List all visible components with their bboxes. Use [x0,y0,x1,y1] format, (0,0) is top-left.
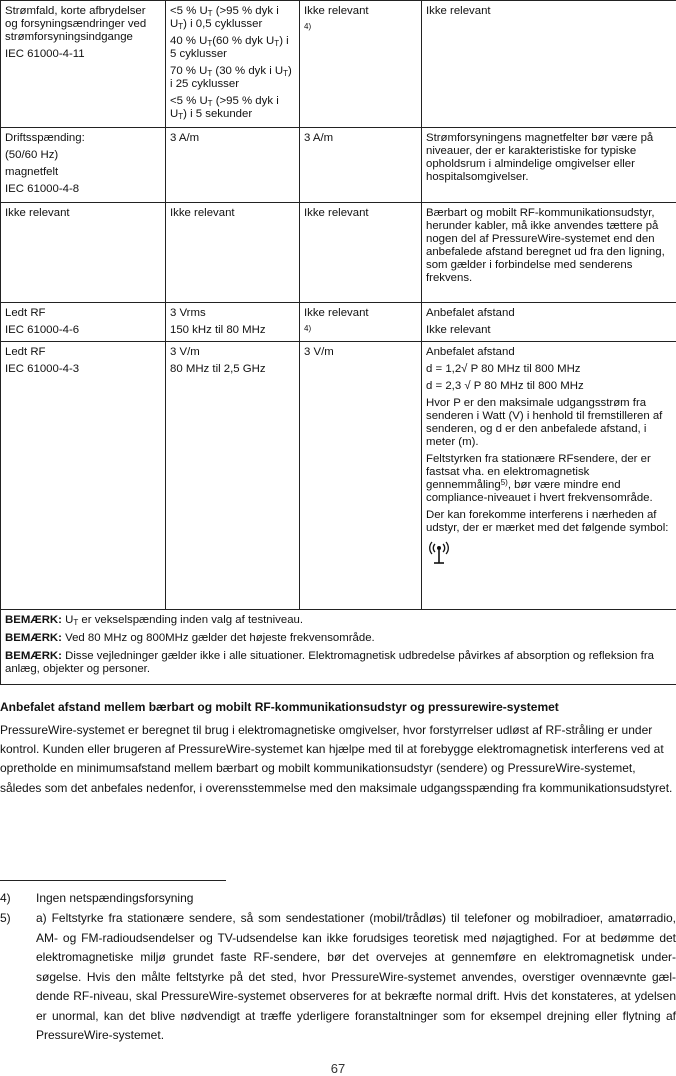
non-ionizing-radiation-icon [426,541,452,569]
footnote-ref: 5) [501,478,508,487]
table-row [1,303,676,342]
footnote-5: 5) a) Feltstyrke fra stationære sendere, så som sendestationer (mobil/trådløs) til telefoner og mobilradioer, amatørradio, AM- og FM-radioudsendelser og TV-udsendelse kan ikke forudsiges teoretisk med nøjagtighed. For at bedømme det elektromagnetiske miljø grundet faste RF-sendere, bør det overvejes at gennemføre en elektromagnetisk under-søgelse. Hvis den målte feltstyrke på det sted, hvor PressureWire-systemet anvendes, overstiger ovennævnte gæl-dende RF-niveau, skal PressureWire-systemet observeres for at bekræfte normal drift. Hvis det konstateres, at ydelsen er unormal, kan det blive nødvendigt at træffe yderligere foranstaltninger som for eksempel drejning eller flytning af PressureWire-systemet. [0,909,676,1046]
table-row [1,203,676,303]
compliance-cell: Ikke relevant 4) [300,303,422,342]
test-level-cell: 3 V/m 80 MHz til 2,5 GHz [166,342,300,610]
table-row [1,128,676,203]
footnote-divider [0,880,226,881]
guidance-cell: Anbefalet afstand Ikke relevant [422,303,676,342]
footnote-ref: 4) [304,324,417,334]
notes-row [1,610,676,685]
compliance-cell: 3 V/m [300,342,422,610]
notes-cell [1,610,676,685]
note: BEMÆRK: $U_T$ er vekselspænding inden valg af testniveau. [5,614,672,627]
test-level-item: 70 % $U_T$ (30 % dyk i $U_T$) i 25 cyklusser [170,65,295,91]
test-level-cell: 3 Vrms 150 kHz til 80 MHz [166,303,300,342]
compliance-cell: Ikke relevant [300,203,422,303]
compliance-cell: Ikke relevant 4) [300,1,422,128]
test-cell: Ledt RF IEC 61000-4-3 [1,342,166,610]
test-level-cell [166,1,300,128]
guidance-cell: Ikke relevant [422,1,676,128]
test-cell [1,1,166,128]
test-level-cell: 3 A/m [166,128,300,203]
footnote-ref: 4) [304,22,417,32]
compliance-cell: 3 A/m [300,128,422,203]
guidance-cell: Bærbart og mobilt RF-kommunikationsudstyr, herunder kabler, må ikke anvendes tættere på nogen del af PressureWire-systemet end den anbefalede afstand beregnet ud fra den ligning, som gælder i forbindelse med senderens frekvens. [422,203,676,303]
section-heading: Anbefalet afstand mellem bærbart og mobilt RF-kommunikationsudstyr og pressurewire-systemet [0,700,676,714]
table-row [1,342,676,610]
test-cell: Ikke relevant [1,203,166,303]
test-level-item: 40 % $U_T(60$ % dyk $U_T$) i 5 cyklusser [170,35,295,61]
test-level-cell: Ikke relevant [166,203,300,303]
test-name: Strømfald, korte afbrydelser og forsyningsændringer ved strømforsyningsindgange [5,5,161,44]
test-cell: Ledt RF IEC 61000-4-6 [1,303,166,342]
guidance-cell: Strømforsyningens magnetfelter bør være på niveauer, der er karakteristiske for typiske opholdsrum i almindelige omgivelser eller hospitalsomgivelser. [422,128,676,203]
table-row [1,1,676,128]
page-number: 67 [0,1061,676,1076]
section-body: PressureWire-systemet er beregnet til brug i elektromagnetiske omgivelser, hvor forstyrrelser udløst af RF-stråling er under kontrol. Kunden eller brugeren af PressureWire-systemet kan hjælpe med til at forebygge elektromagnetisk interferens ved at opretholde en minimumsafstand mellem bærbart og mobilt kommunikationsudstyr (sendere) og PressureWire-systemet, således som det anbefales nedenfor, i overensstemmelse med den maksimale udgangsspænding fra kommunikationsudstyret. [0,721,674,798]
test-level-item: <5 % $U_T$ (>95 % dyk i $U_T$) i 0,5 cyklusser [170,5,295,31]
test-standard: IEC 61000-4-11 [5,48,161,61]
note: BEMÆRK: Disse vejledninger gælder ikke i alle situationer. Elektromagnetisk udbredelse påvirkes af absorption og refleksion fra anlæg, objekter og personer. [5,650,672,676]
test-level-item: <5 % $U_T$ (>95 % dyk i $U_T$) i 5 sekunder [170,95,295,121]
test-cell: Driftsspænding: (50/60 Hz) magnetfelt IEC 61000-4-8 [1,128,166,203]
guidance-cell: Anbefalet afstand d = 1,2√ P 80 MHz til 800 MHz d = 2,3 √ P 80 MHz til 800 MHz Hvor P er den maksimale udgangsstrøm fra senderen i Watt (V) i henhold til fremstilleren af senderen, og d er den anbefalede afstand, i meter (m). Feltstyrken fra stationære RFsendere, der er fastsat vha. en elektromagnetisk gennemmåling$^{5)}$, bør være mindre end compliance-niveauet i hvert frekvensområde. Der kan forekomme interferens i nærheden af udstyr, der er mærket med det følgende symbol: [422,342,676,610]
footnote-4: 4) Ingen netspændingsforsyning [0,889,676,909]
note: BEMÆRK: Ved 80 MHz og 800MHz gælder det højeste frekvensområde. [5,632,672,645]
